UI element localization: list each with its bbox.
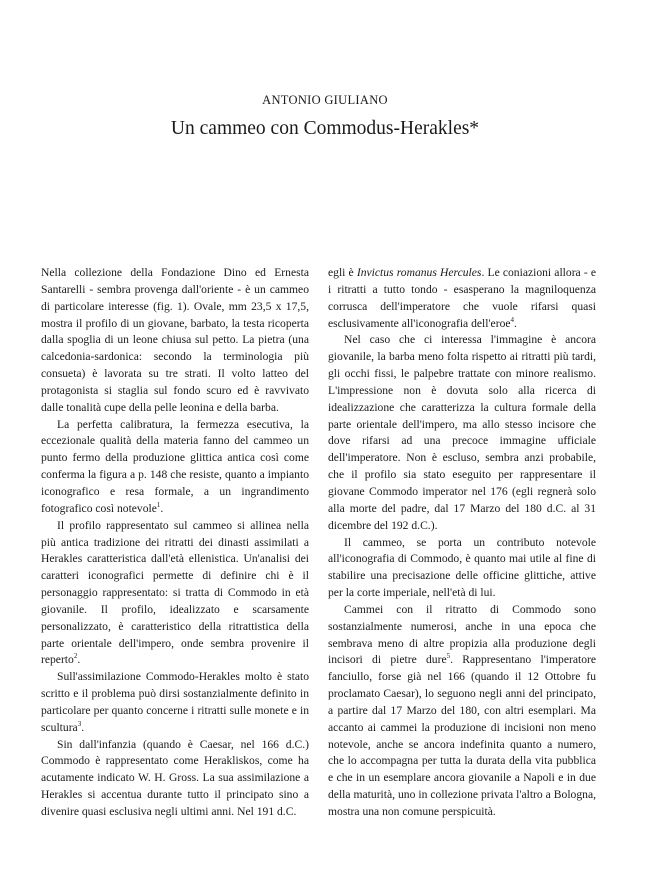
left-column xyxy=(41,265,309,821)
paragraph: Sin dall'infanzia (quando è Caesar, nel 166 d.C.) Commodo è rappresentato come Herakliskos, come ha acutamente indicato W. H. Gross. La sua assimilazione a Herakles si accentua durante tutto il principato sino a divenire quasi esclusiva negli ultimi anni. Nel 191 d.C. xyxy=(41,737,309,818)
paragraph: Il profilo rappresentato sul cammeo si allinea nella più antica tradizione dei ritratti dei dinasti assimilati a Herakles caratteristica dall'età ellenistica. Un'analisi dei caratteri iconografici permette di definire chi è il personaggio rappresentato: si tratta di Commodo in età giovanile. Il profilo, idealizzato e scarsamente personalizzato, è caratteristico della ritrattistica della parte orientale dell'impero, onde sembra provenire il reperto$^2$. xyxy=(41,518,309,667)
footnote-ref: 2 xyxy=(73,652,78,661)
latin-phrase: Invictus romanus Hercules xyxy=(356,266,482,279)
paragraph: La perfetta calibratura, la fermezza esecutiva, la eccezionale qualità della materia fanno del cammeo un punto fermo della produzione glittica antica così come conferma la figura a p. 148 che resiste, quanto a impianto iconografico e resa formale, a un ingrandimento fotografico così notevole$^1$. xyxy=(41,417,309,515)
footnote-ref: 4 xyxy=(510,315,515,324)
paragraph: Nella collezione della Fondazione Dino ed Ernesta Santarelli - sembra provenga dall'oriente - è un cammeo di particolare interesse (fig. 1). Ovale, mm 23,5 x 17,5, mostra il profilo di un giovane, barbato, la testa ricoperta dalla spoglia di un leone chiusa sul petto. La pietra (una calcedonia-sardonica: secondo la terminologia più consueta) è lavorata su tre strati. Il volto latteo del protagonista si staglia sul fondo scuro ed è ravvivato dalle tonalità cupe della pelle leonina e della barba. xyxy=(41,266,309,414)
footnote-ref: 3 xyxy=(77,719,82,728)
paragraph: egli è Invictus romanus Hercules. Le coniazioni allora - e i ritratti a tutto tondo - esasperano la magniloquenza corrusca dell'imperatore che vuole rifarsi quasi esclusivamente all'iconografia dell'eroe$^4$. xyxy=(328,266,597,330)
author-name: ANTONIO GIULIANO xyxy=(262,93,388,107)
paragraph: Nel caso che ci interessa l'immagine è ancora giovanile, la barba meno folta rispetto ai ritratti più tardi, gli occhi fissi, le palpebre trattate con minore realismo. L'impressione non è dovuta solo alla ricerca di idealizzazione che caratterizza la cultura formale della parte orientale dell'impero, ma allo stesso incisore che dove rifarsi ad una precoce immagine ufficiale dell'imperatore. Non è escluso, sembra anzi probabile, che il profilo sia stato eseguito per rappresentare il giovane Commodo imperator nel 176 (egli regnerà solo alla morte del padre, dal 17 Marzo del 180 d.C. al 31 dicembre del 192 d.C.). xyxy=(328,333,596,532)
paragraph: Il cammeo, se porta un contributo notevole all'iconografia di Commodo, è quanto mai utile al fine di stabilire una precisazione delle officine glittiche, attive per la corte imperiale, nell'età di lui. xyxy=(328,535,596,600)
paragraph: Sull'assimilazione Commodo-Herakles molto è stato scritto e il problema può dirsi sostanzialmente definito in particolare per quanto concerne i ritratti sulle monete e in scultura$^3$. xyxy=(41,670,309,734)
footnote-ref: 1 xyxy=(156,500,161,509)
paragraph: Cammei con il ritratto di Commodo sono sostanzialmente numerosi, anche in una epoca che sembrava meno di altre propizia alla produzione degli incisori di pietre dure$^5$. Rappresentano l'imperatore fanciullo, forse già nel 166 (quando il 12 Ottobre fu proclamato Caesar), lo seguono negli anni del principato, a partire dal 17 Marzo del 180, con altri esemplari. Ma accanto ai cammei la produzione di incisioni non meno notevole, anche se ancora indefinita quanto a numero, che lo accompagna per tutta la durata della vita pubblica e che in un esemplare ancora giovanile a Napoli e in due della maturità, uno in collezione privata l'altro a Bologna, mostra una non comune perspicuità. xyxy=(328,602,596,818)
footnote-ref: 5 xyxy=(446,652,451,661)
right-column xyxy=(328,265,596,821)
article-title: Un cammeo con Commodus-Herakles* xyxy=(170,118,480,139)
